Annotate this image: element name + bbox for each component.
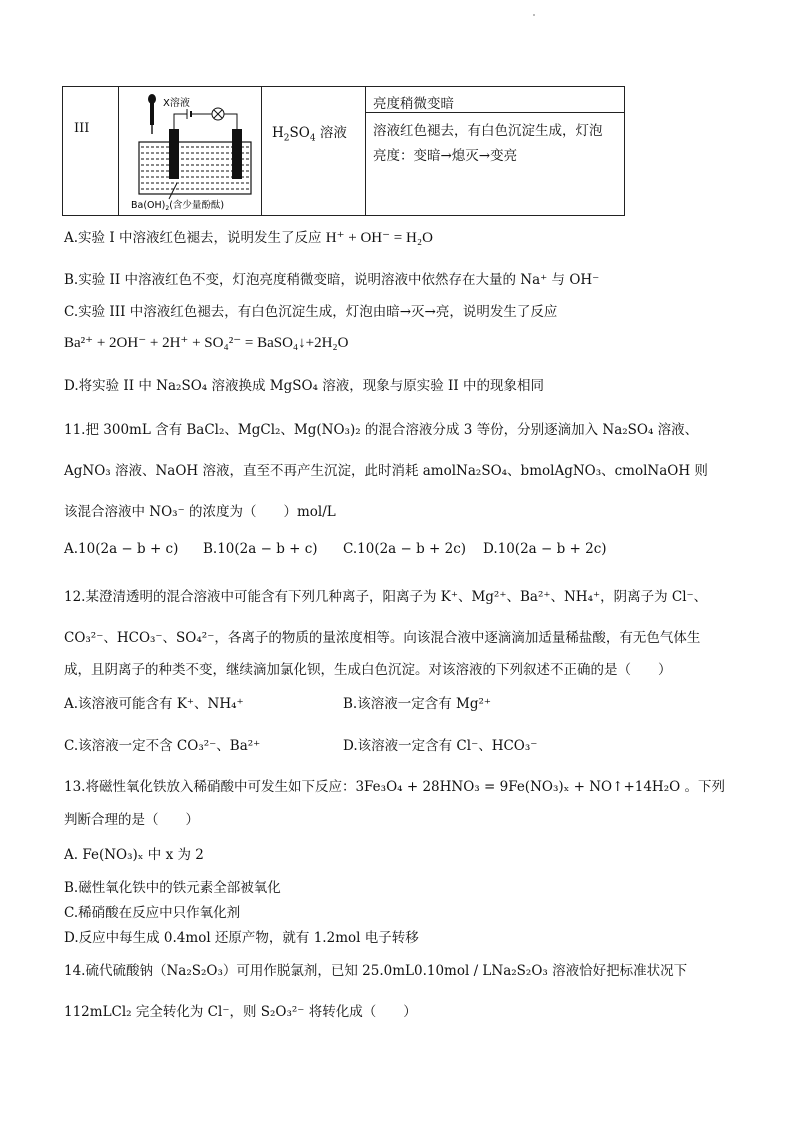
scan-dot: [533, 14, 535, 16]
figure-label-tail: (含少量酚酞): [169, 200, 225, 211]
q11-option-a: A.10(2a − b + c): [64, 541, 179, 557]
q11-stem-line2: AgNO₃ 溶液、NaOH 溶液，直至不再产生沉淀，此时消耗 amolNa₂SO₄、bmolAgNO₃、cmolNaOH 则: [64, 463, 708, 479]
table-row: [63, 87, 625, 216]
q12-stem-line3: 成，且阴离子的种类不变，继续滴加氯化钡，生成白色沉淀。对该溶液的下列叙述不正确的是（ ）: [64, 662, 672, 678]
q13-option-c: C.稀硝酸在反应中只作氧化剂: [64, 905, 241, 921]
q10-option-a: A.实验 I 中溶液红色褪去，说明发生了反应 H⁺ + OH⁻ = H₂O: [64, 230, 433, 246]
q13-option-d: D.反应中每生成 0.4mol 还原产物，就有 1.2mol 电子转移: [64, 930, 419, 946]
apparatus-cell: [119, 87, 262, 216]
reagent: $H_2SO_4$ 溶液: [272, 125, 347, 144]
q12-stem-line1: 12.某澄清透明的混合溶液中可能含有下列几种离子，阳离子为 K⁺、Mg²⁺、Ba²⁺、NH₄⁺，阴离子为 Cl⁻、: [64, 589, 708, 605]
q11-option-d: D.10(2a − b + 2c): [483, 541, 607, 557]
row-id: III: [74, 121, 90, 136]
svg-text:Ba(OH)2(含少量酚酞): $Ba(OH)_2$(含少量酚酞): [131, 200, 225, 211]
right-electrode: [232, 129, 242, 179]
q12-option-b: B.该溶液一定含有 Mg²⁺: [343, 696, 492, 712]
left-electrode: [169, 129, 179, 179]
q12-option-a: A.该溶液可能含有 K⁺、NH₄⁺: [64, 696, 244, 712]
experiment-table: [62, 86, 625, 216]
q13-option-a: A. Fe(NO₃)ₓ 中 x 为 2: [64, 847, 204, 863]
label-pointer: [169, 183, 177, 199]
q13-stem-line1: 13.将磁性氧化铁放入稀硝酸中可发生如下反应：3Fe₃O₄ + 28HNO₃ = 9Fe(NO₃)ₓ + NO↑+14H₂O 。下列: [64, 779, 725, 795]
figure-label-base: Ba(OH): [131, 200, 166, 211]
q11-stem-line3: 该混合溶液中 NO₃⁻ 的浓度为（ ）mol/L: [64, 504, 336, 520]
q12-stem-line2: CO₃²⁻、HCO₃⁻、SO₄²⁻，各离子的物质的量浓度相等。向该混合液中逐滴滴加适量稀盐酸，有无色气体生: [64, 630, 701, 646]
q11-stem-line1: 11.把 300mL 含有 BaCl₂、MgCl₂、Mg(NO₃)₂ 的混合溶液分成 3 等份，分别逐滴加入 Na₂SO₄ 溶液、: [64, 422, 699, 438]
q10-option-b: B.实验 II 中溶液红色不变，灯泡亮度稍微变暗，说明溶液中依然存在大量的 Na⁺ 与 OH⁻: [64, 272, 600, 288]
conductivity-apparatus-figure: [119, 87, 262, 211]
q11-option-c: C.10(2a − b + 2c): [343, 541, 467, 557]
prev-observation: 亮度稍微变暗: [366, 87, 624, 113]
q12-option-d: D.该溶液一定含有 Cl⁻、HCO₃⁻: [343, 738, 538, 754]
row-id-cell: [63, 87, 119, 216]
q13-option-b: B.磁性氧化铁中的铁元素全部被氧化: [64, 880, 281, 896]
q10-option-d: D.将实验 II 中 Na₂SO₄ 溶液换成 MgSO₄ 溶液，现象与原实验 II 中的现象相同: [64, 378, 544, 394]
q14-stem-line2: 112mLCl₂ 完全转化为 Cl⁻，则 S₂O₃²⁻ 将转化成（ ）: [64, 1004, 417, 1020]
observation: 溶液红色褪去，有白色沉淀生成，灯泡 亮度：变暗→熄灭→变亮: [373, 123, 603, 164]
q12-option-c: C.该溶液一定不含 CO₃²⁻、Ba²⁺: [64, 738, 261, 754]
figure-label-x: X溶液: [163, 98, 190, 109]
circuit-icon: [174, 108, 237, 129]
dropper-icon: [148, 94, 156, 134]
q10-option-c: C.实验 III 中溶液红色褪去，有白色沉淀生成，灯泡由暗→灭→亮，说明发生了反应: [64, 304, 558, 320]
q14-stem-line1: 14.硫代硫酸钠（Na₂S₂O₃）可用作脱氯剂，已知 25.0mL0.10mol / LNa₂S₂O₃ 溶液恰好把标准状况下: [64, 963, 688, 979]
reagent-cell: [262, 87, 366, 216]
observation-cell: [366, 87, 625, 216]
q11-option-b: B.10(2a − b + c): [203, 541, 318, 557]
q13-stem-line2: 判断合理的是（ ）: [64, 812, 199, 828]
q10-option-c-equation: Ba²⁺ + 2OH⁻ + 2H⁺ + SO₄²⁻ = BaSO₄↓+2H₂O: [64, 335, 349, 351]
